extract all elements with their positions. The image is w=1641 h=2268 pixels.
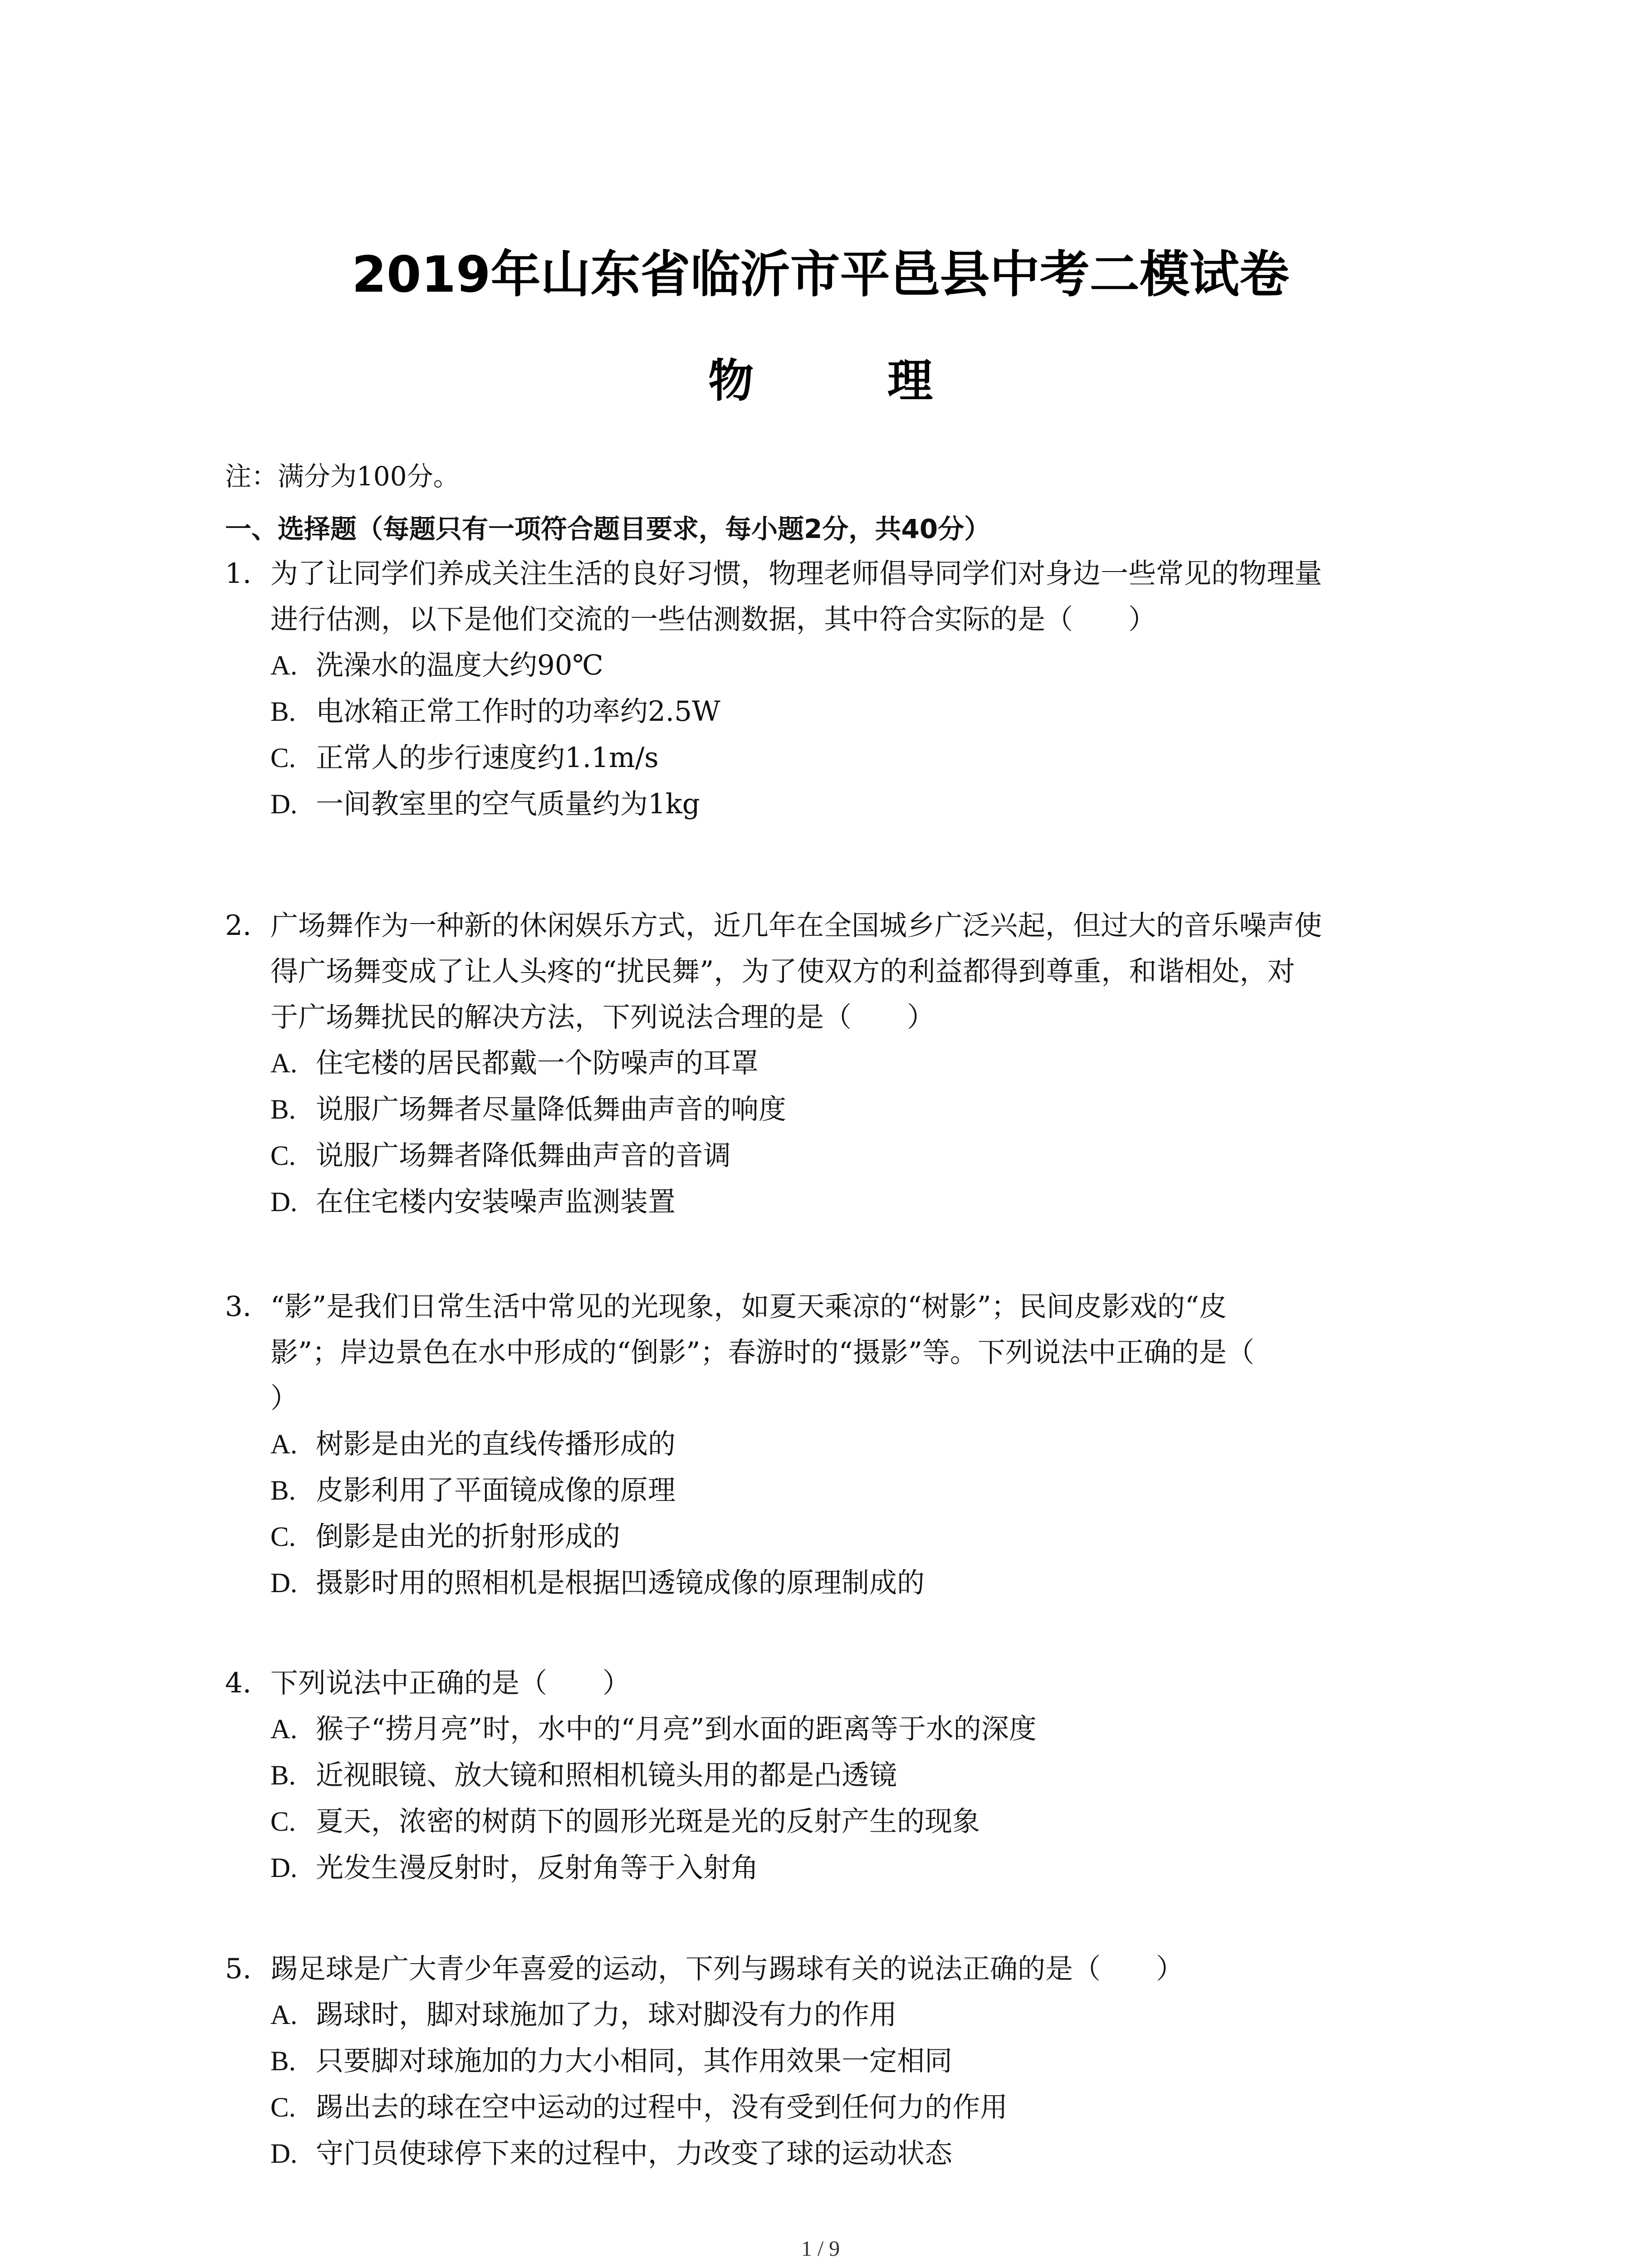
option-letter: D. [270, 1853, 298, 1883]
option-c [225, 1133, 1450, 1179]
option-d [225, 781, 1450, 827]
option-a [225, 1421, 1450, 1467]
option-a [225, 1706, 1450, 1752]
option-c [225, 735, 1450, 781]
option-text: 倒影是由光的折射形成的 [316, 1520, 621, 1553]
option-list [225, 1040, 1450, 1225]
question-stem [225, 903, 1450, 1040]
option-letter: A. [270, 1048, 298, 1079]
option-letter: A. [270, 650, 298, 681]
question-stem [225, 1946, 1450, 1992]
option-text: 守门员使球停下来的过程中，力改变了球的运动状态 [316, 2137, 953, 2170]
option-letter: C. [270, 1807, 296, 1837]
question-5 [225, 1946, 1450, 2177]
option-letter: C. [270, 743, 296, 773]
option-a [225, 642, 1450, 689]
option-text: 只要脚对球施加的力大小相同，其作用效果一定相同 [316, 2045, 953, 2077]
option-text: 踢球时，脚对球施加了力，球对脚没有力的作用 [316, 1999, 897, 2031]
option-text: 电冰箱正常工作时的功率约2.5W [316, 695, 720, 728]
stem-line: 影”；岸边景色在水中形成的“倒影”；春游时的“摄影”等。下列说法中正确的是（ [270, 1336, 1254, 1369]
option-letter: B. [270, 1476, 296, 1506]
stem-line: 于广场舞扰民的解决方法，下列说法合理的是（ ） [270, 1001, 935, 1033]
option-b [225, 1086, 1450, 1133]
section-heading: 一、选择题（每题只有一项符合题目要求，每小题2分，共40分） [225, 513, 991, 544]
option-d [225, 2131, 1450, 2177]
option-a [225, 1992, 1450, 2038]
option-text: 一间教室里的空气质量约为1kg [316, 788, 700, 820]
stem-line: 踢足球是广大青少年喜爱的运动，下列与踢球有关的说法正确的是（ ） [270, 1953, 1184, 1985]
option-letter: A. [270, 2000, 298, 2030]
question-number: 4. [225, 1667, 252, 1699]
option-list [225, 1706, 1450, 1891]
question-3 [225, 1284, 1450, 1606]
option-text: 踢出去的球在空中运动的过程中，没有受到任何力的作用 [316, 2091, 1008, 2123]
option-letter: B. [270, 2046, 296, 2077]
option-letter: B. [270, 697, 296, 727]
option-text: 树影是由光的直线传播形成的 [316, 1428, 676, 1460]
stem-line: 为了让同学们养成关注生活的良好习惯，物理老师倡导同学们对身边一些常见的物理量 [270, 557, 1323, 590]
option-text: 说服广场舞者尽量降低舞曲声音的响度 [316, 1093, 787, 1125]
option-letter: B. [270, 1760, 296, 1791]
option-letter: A. [270, 1714, 298, 1745]
question-stem [225, 1284, 1450, 1421]
option-text: 皮影利用了平面镜成像的原理 [316, 1474, 676, 1506]
option-text: 摄影时用的照相机是根据凹透镜成像的原理制成的 [316, 1567, 925, 1599]
option-letter: B. [270, 1095, 296, 1125]
option-list [225, 1992, 1450, 2177]
stem-line: 下列说法中正确的是（ ） [270, 1667, 631, 1699]
question-number: 5. [225, 1953, 252, 1985]
option-b [225, 689, 1450, 735]
question-2 [225, 903, 1450, 1225]
stem-line: ） [270, 1382, 299, 1414]
subject-title: 物 理 [708, 354, 992, 407]
option-d [225, 1845, 1450, 1891]
option-text: 说服广场舞者降低舞曲声音的音调 [316, 1139, 731, 1172]
question-number: 1. [225, 557, 252, 590]
page-number: 1 / 9 [801, 2237, 840, 2261]
option-list [225, 1421, 1450, 1606]
stem-line: “影”是我们日常生活中常见的光现象，如夏天乘凉的“树影”；民间皮影戏的“皮 [270, 1290, 1227, 1323]
question-number: 3. [225, 1290, 252, 1323]
option-letter: C. [270, 2092, 296, 2123]
option-text: 住宅楼的居民都戴一个防噪声的耳罩 [316, 1047, 759, 1079]
option-letter: D. [270, 1568, 298, 1598]
question-stem [225, 1660, 1450, 1706]
page-title: 2019年山东省临沂市平邑县中考二模试卷 [352, 245, 1289, 303]
option-b [225, 1752, 1450, 1799]
option-a [225, 1040, 1450, 1086]
option-letter: D. [270, 789, 298, 820]
option-b [225, 2038, 1450, 2084]
option-text: 光发生漫反射时，反射角等于入射角 [316, 1852, 759, 1884]
option-text: 猴子“捞月亮”时，水中的“月亮”到水面的距离等于水的深度 [316, 1713, 1037, 1745]
option-letter: D. [270, 2139, 298, 2169]
score-note: 注：满分为100分。 [225, 461, 460, 492]
option-letter: C. [270, 1141, 296, 1171]
option-c [225, 1799, 1450, 1845]
option-list [225, 642, 1450, 827]
stem-line: 广场舞作为一种新的休闲娱乐方式，近几年在全国城乡广泛兴起，但过大的音乐噪声使 [270, 909, 1323, 942]
option-c [225, 1514, 1450, 1560]
question-number: 2. [225, 909, 252, 942]
question-4 [225, 1660, 1450, 1891]
option-letter: D. [270, 1187, 298, 1217]
stem-line: 进行估测，以下是他们交流的一些估测数据，其中符合实际的是（ ） [270, 603, 1156, 635]
question-stem [225, 551, 1450, 642]
option-text: 正常人的步行速度约1.1m/s [316, 742, 659, 774]
option-letter: C. [270, 1522, 296, 1552]
option-text: 在住宅楼内安装噪声监测装置 [316, 1186, 676, 1218]
stem-line: 得广场舞变成了让人头疼的“扰民舞”，为了使双方的利益都得到尊重，和谐相处，对 [270, 955, 1295, 987]
option-d [225, 1179, 1450, 1225]
option-c [225, 2084, 1450, 2131]
option-text: 夏天，浓密的树荫下的圆形光斑是光的反射产生的现象 [316, 1805, 980, 1838]
option-d [225, 1560, 1450, 1606]
option-text: 洗澡水的温度大约90℃ [316, 649, 603, 681]
option-b [225, 1467, 1450, 1514]
option-text: 近视眼镜、放大镜和照相机镜头用的都是凸透镜 [316, 1759, 897, 1791]
question-1 [225, 551, 1450, 827]
option-letter: A. [270, 1429, 298, 1460]
